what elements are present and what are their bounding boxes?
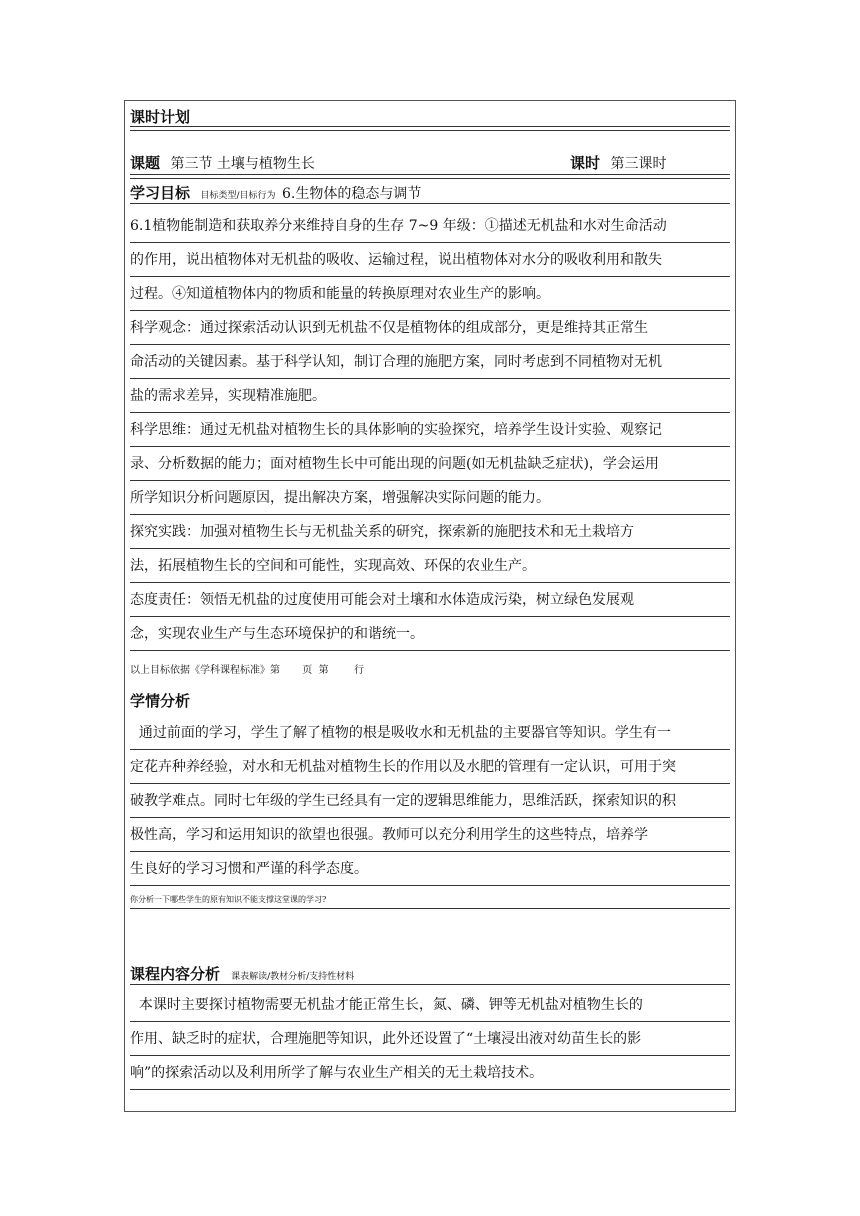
goal-line: 录、分析数据的能力；面对植物生长中可能出现的问题(如无机盐缺乏症状)，学会运用 [130,447,730,481]
content-header [130,963,730,985]
goal-line: 科学思维：通过无机盐对植物生长的具体影响的实验探究，培养学生设计实验、观察记 [130,413,730,447]
analysis-line: 定花卉种养经验，对水和无机盐对植物生长的作用以及水肥的管理有一定认识，可用于突 [130,750,730,784]
goals-header-rule [130,203,730,204]
goals-body [130,209,730,651]
content-line: 作用、缺乏时的症状，合理施肥等知识，此外还设置了“土壤浸出液对幼苗生长的影 [130,1022,730,1056]
goal-line: 态度责任：领悟无机盐的过度使用可能会对土壤和水体造成污染，树立绿色发展观 [130,583,730,617]
topic-divider [130,174,730,179]
goals-category: 6.生物体的稳态与调节 [281,186,422,202]
goal-line: 科学观念：通过探索活动认识到无机盐不仅是植物体的组成部分，更是维持其正常生 [130,311,730,345]
content-header-rule [130,984,730,985]
goal-line: 念，实现农业生产与生态环境保护的和谐统一。 [130,617,730,651]
topic-value: 第三节 土壤与植物生长 [170,156,315,172]
goals-source-note: 以上目标依据《学科课程标准》第 页 第 行 [130,665,365,676]
analysis-line: 生良好的学习习惯和严谨的科学态度。 [130,852,730,886]
content-sub-note: 课表解读/教材分析/支持性材料 [231,972,355,982]
goal-line: 探究实践：加强对植物生长与无机盐关系的研究，探索新的施肥技术和无土栽培方 [130,515,730,549]
analysis-question: 你分析一下哪些学生的原有知识不能支撑这堂课的学习? [130,894,730,909]
period-value: 第三课时 [610,156,667,172]
goal-line: 法，拓展植物生长的空间和可能性，实现高效、环保的农业生产。 [130,549,730,583]
goal-line: 所学知识分析问题原因，提出解决方案，增强解决实际问题的能力。 [130,481,730,515]
goals-type-note: 目标类型/目标行为 [200,191,276,201]
topic-row [130,152,730,174]
content-title: 课程内容分析 [130,965,221,983]
analysis-body [130,716,730,886]
goals-header [130,182,730,204]
analysis-title: 学情分析 [130,692,191,710]
goal-line: 6.1植物能制造和获取养分来维持自身的生存 7~9 年级：①描述无机盐和水对生命活动 [130,209,730,243]
lesson-plan-heading [130,106,730,127]
goal-line: 盐的需求差异，实现精准施肥。 [130,379,730,413]
period-label: 课时 [570,154,601,172]
goal-line: 的作用，说出植物体对无机盐的吸收、运输过程，说出植物体对水分的吸收利用和散失 [130,243,730,277]
topic-label: 课题 [130,154,161,172]
goals-title: 学习目标 [130,184,191,202]
analysis-line: 通过前面的学习，学生了解了植物的根是吸收水和无机盐的主要器官等知识。学生有一 [130,716,730,750]
content-line: 响”的探索活动以及利用所学了解与农业生产相关的无土栽培技术。 [130,1056,730,1090]
analysis-line: 极性高，学习和运用知识的欲望也很强。教师可以充分利用学生的这些特点，培养学 [130,818,730,852]
goal-line: 命活动的关键因素。基于科学认知，制订合理的施肥方案，同时考虑到不同植物对无机 [130,345,730,379]
content-line: 本课时主要探讨植物需要无机盐才能正常生长，氮、磷、钾等无机盐对植物生长的 [130,988,730,1022]
heading-divider [130,126,730,131]
content-body [130,988,730,1090]
analysis-line: 破教学难点。同时七年级的学生已经具有一定的逻辑思维能力，思维活跃，探索知识的积 [130,784,730,818]
goal-line: 过程。④知道植物体内的物质和能量的转换原理对农业生产的影响。 [130,277,730,311]
lesson-plan-title: 课时计划 [130,108,191,126]
